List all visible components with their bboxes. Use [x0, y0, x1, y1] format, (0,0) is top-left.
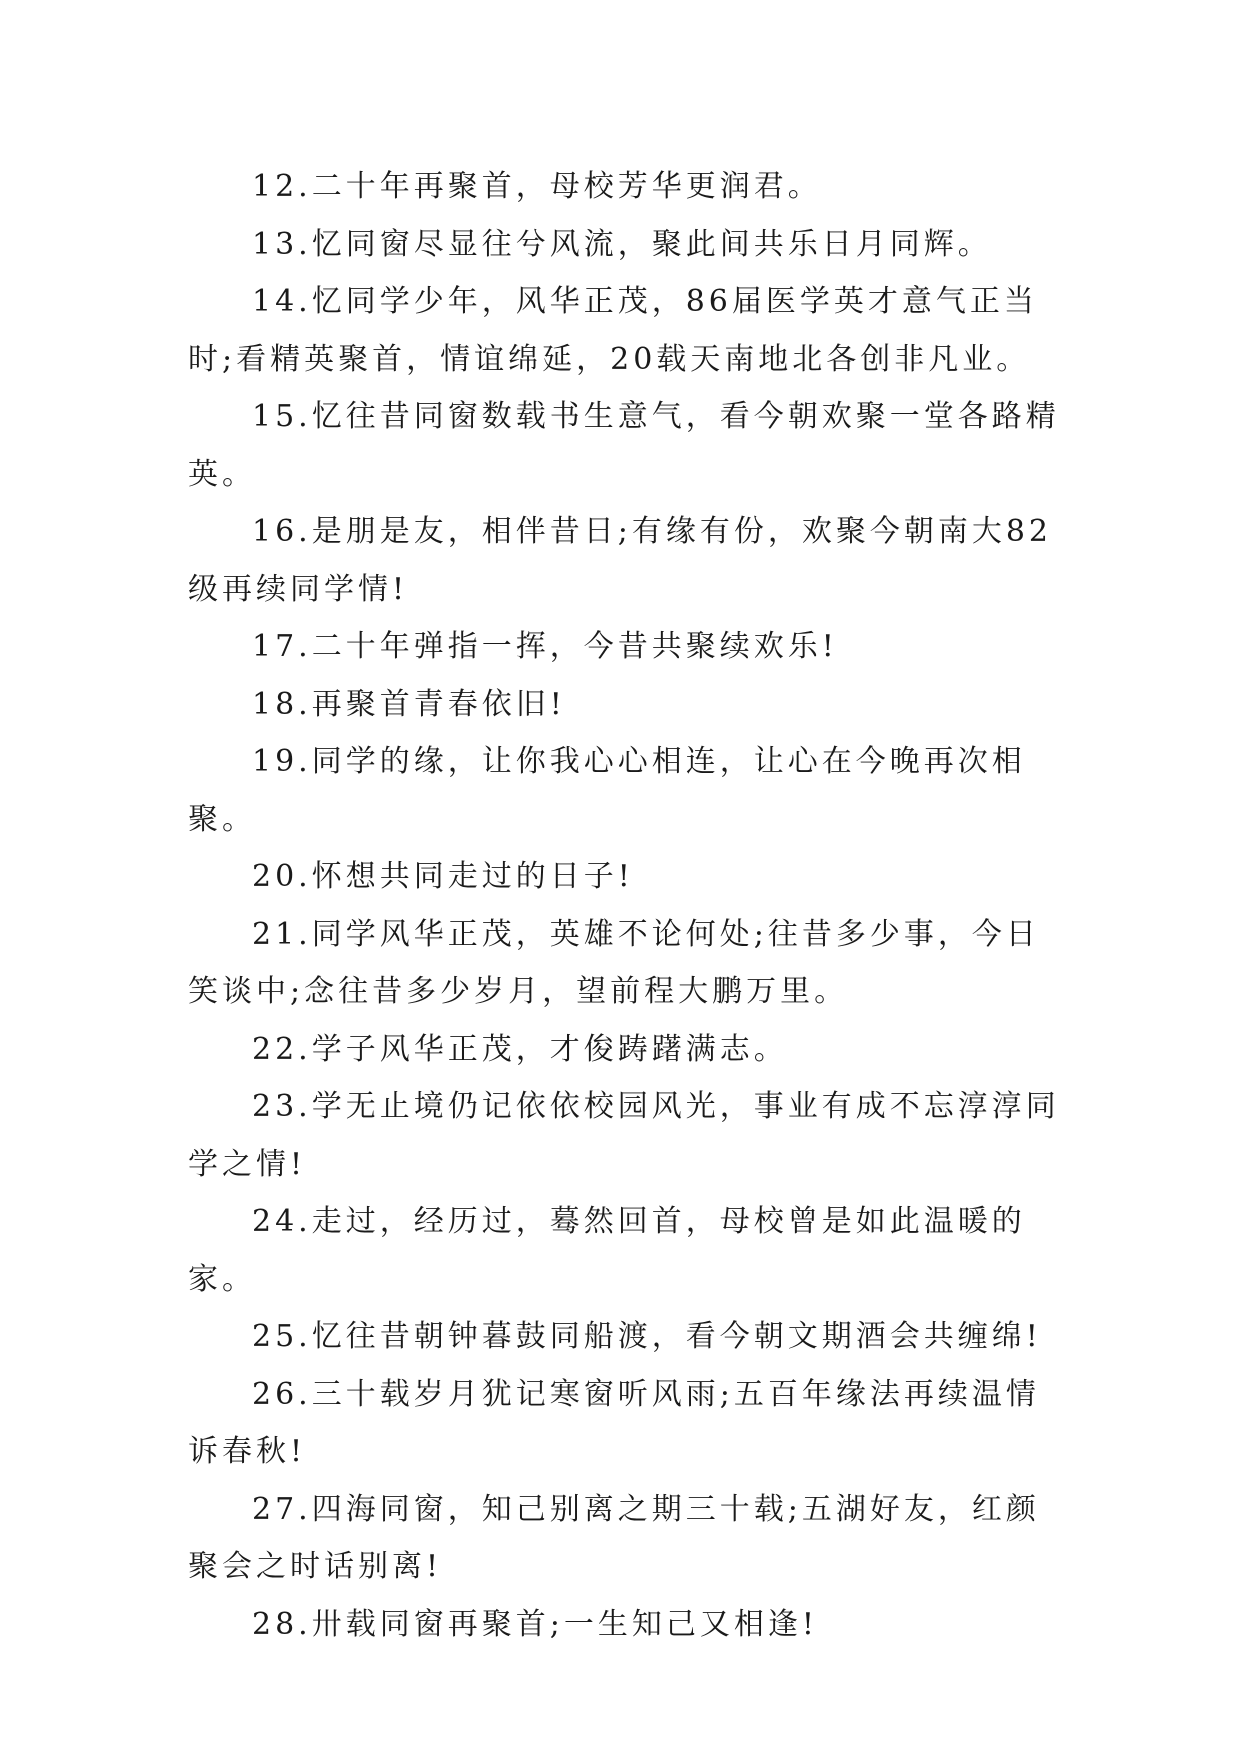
paragraph-13: 13.忆同窗尽显往兮风流，聚此间共乐日月同辉。 — [252, 226, 992, 262]
paragraph-24: 24.走过，经历过，蓦然回首，母校曾是如此温暖的家。 — [188, 1204, 1026, 1297]
paragraph-28: 28.卅载同窗再聚首;一生知己又相逢! — [252, 1606, 818, 1642]
paragraph-27: 27.四海同窗，知己别离之期三十载;五湖好友，红颜聚会之时话别离! — [188, 1491, 1040, 1584]
document-body — [188, 158, 1068, 1653]
paragraph-14: 14.忆同学少年，风华正茂，86届医学英才意气正当时;看精英聚首，情谊绵延，20载天南地北各创非凡业。 — [188, 284, 1038, 377]
paragraph-15: 15.忆往昔同窗数载书生意气，看今朝欢聚一堂各路精英。 — [188, 399, 1060, 492]
paragraph-25: 25.忆往昔朝钟暮鼓同船渡，看今朝文期酒会共缠绵! — [252, 1319, 1042, 1354]
paragraph-18: 18.再聚首青春依旧! — [252, 686, 566, 722]
paragraph-26: 26.三十载岁月犹记寒窗听风雨;五百年缘法再续温情诉春秋! — [188, 1376, 1040, 1469]
paragraph-19: 19.同学的缘，让你我心心相连，让心在今晚再次相聚。 — [188, 744, 1026, 837]
paragraph-17: 17.二十年弹指一挥，今昔共聚续欢乐! — [252, 629, 838, 664]
paragraph-20: 20.怀想共同走过的日子! — [252, 859, 634, 894]
paragraph-22: 22.学子风华正茂，才俊踌躇满志。 — [252, 1031, 788, 1067]
paragraph-21: 21.同学风华正茂，英雄不论何处;往昔多少事，今日笑谈中;念往昔多少岁月，望前程大鹏万里。 — [188, 916, 1040, 1009]
paragraph-16: 16.是朋是友，相伴昔日;有缘有份，欢聚今朝南大82级再续同学情! — [188, 514, 1052, 607]
paragraph-12: 12.二十年再聚首，母校芳华更润君。 — [252, 169, 822, 204]
paragraph-23: 23.学无止境仍记依依校园风光，事业有成不忘淳淳同学之情! — [188, 1089, 1060, 1182]
